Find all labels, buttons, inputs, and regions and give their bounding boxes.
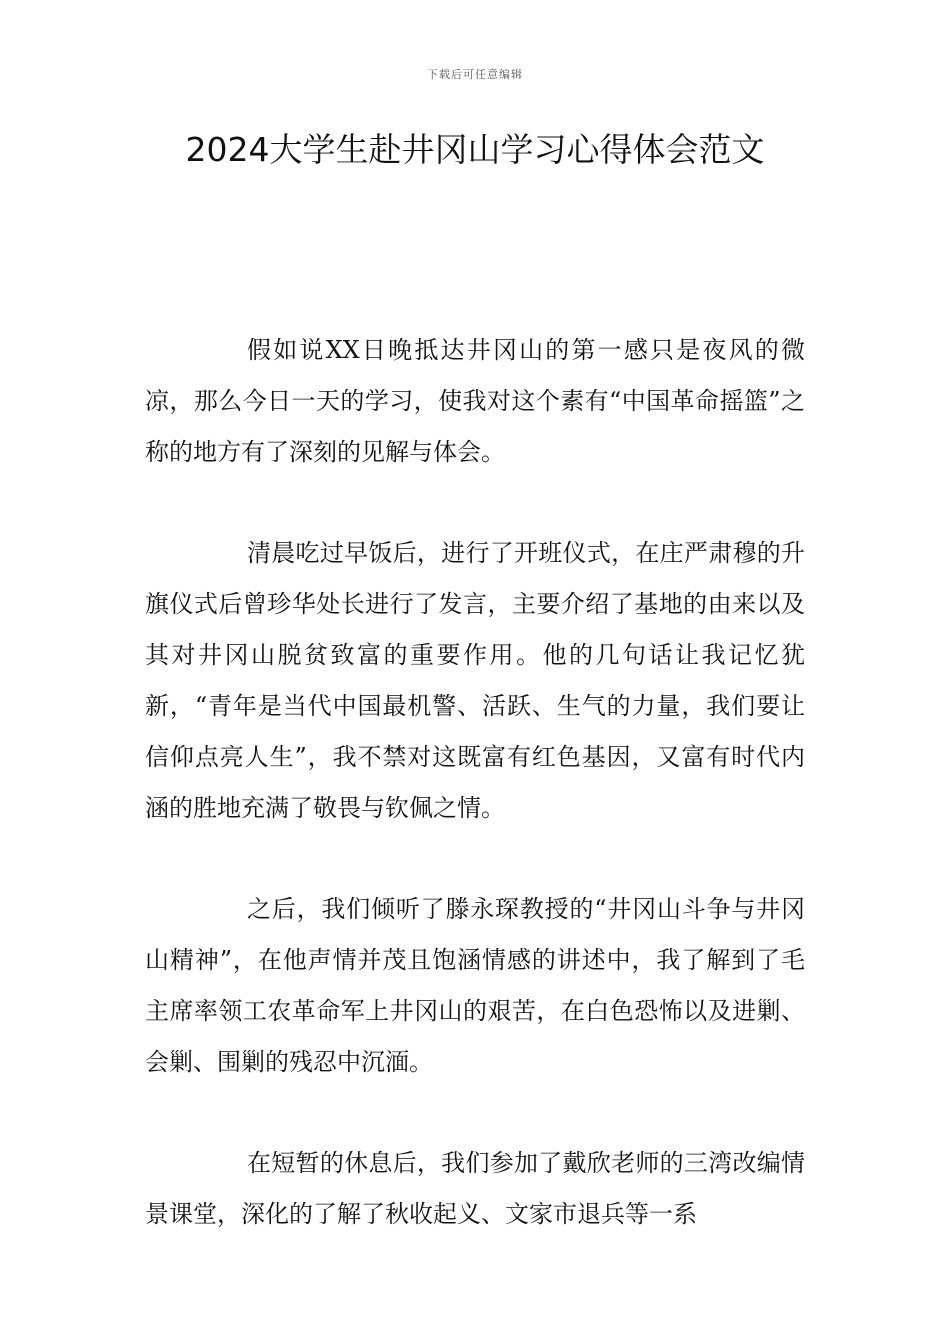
- document-title: 2024大学生赴井冈山学习心得体会范文: [185, 130, 765, 169]
- download-watermark: 下载后可任意编辑: [427, 68, 523, 81]
- paragraph-4: 在短暂的休息后，我们参加了戴欣老师的三湾改编情景课堂，深化的了解了秋收起义、文家市退兵等一系: [145, 1149, 805, 1228]
- paragraph-1: 假如说XX日晚抵达井冈山的第一感只是夜风的微凉，那么今日一天的学习，使我对这个素有“中国革命摇篮”之称的地方有了深刻的见解与体会。: [145, 336, 805, 466]
- paragraph-2: 清晨吃过早饭后，进行了开班仪式，在庄严肃穆的升旗仪式后曾珍华处长进行了发言，主要介绍了基地的由来以及其对井冈山脱贫致富的重要作用。他的几句话让我记忆犹新，“青年是当代中国最机警、活跃、生气的力量，我们要让信仰点亮人生”，我不禁对这既富有红色基因，又富有时代内涵的胜地充满了敬畏与钦佩之情。: [145, 539, 805, 822]
- paragraph-3: 之后，我们倾听了滕永琛教授的“井冈山斗争与井冈山精神”，在他声情并茂且饱涵情感的讲述中，我了解到了毛主席率领工农革命军上井冈山的艰苦，在白色恐怖以及进剿、会剿、围剿的残忍中沉湎。: [145, 895, 805, 1076]
- document-body: [145, 325, 805, 1290]
